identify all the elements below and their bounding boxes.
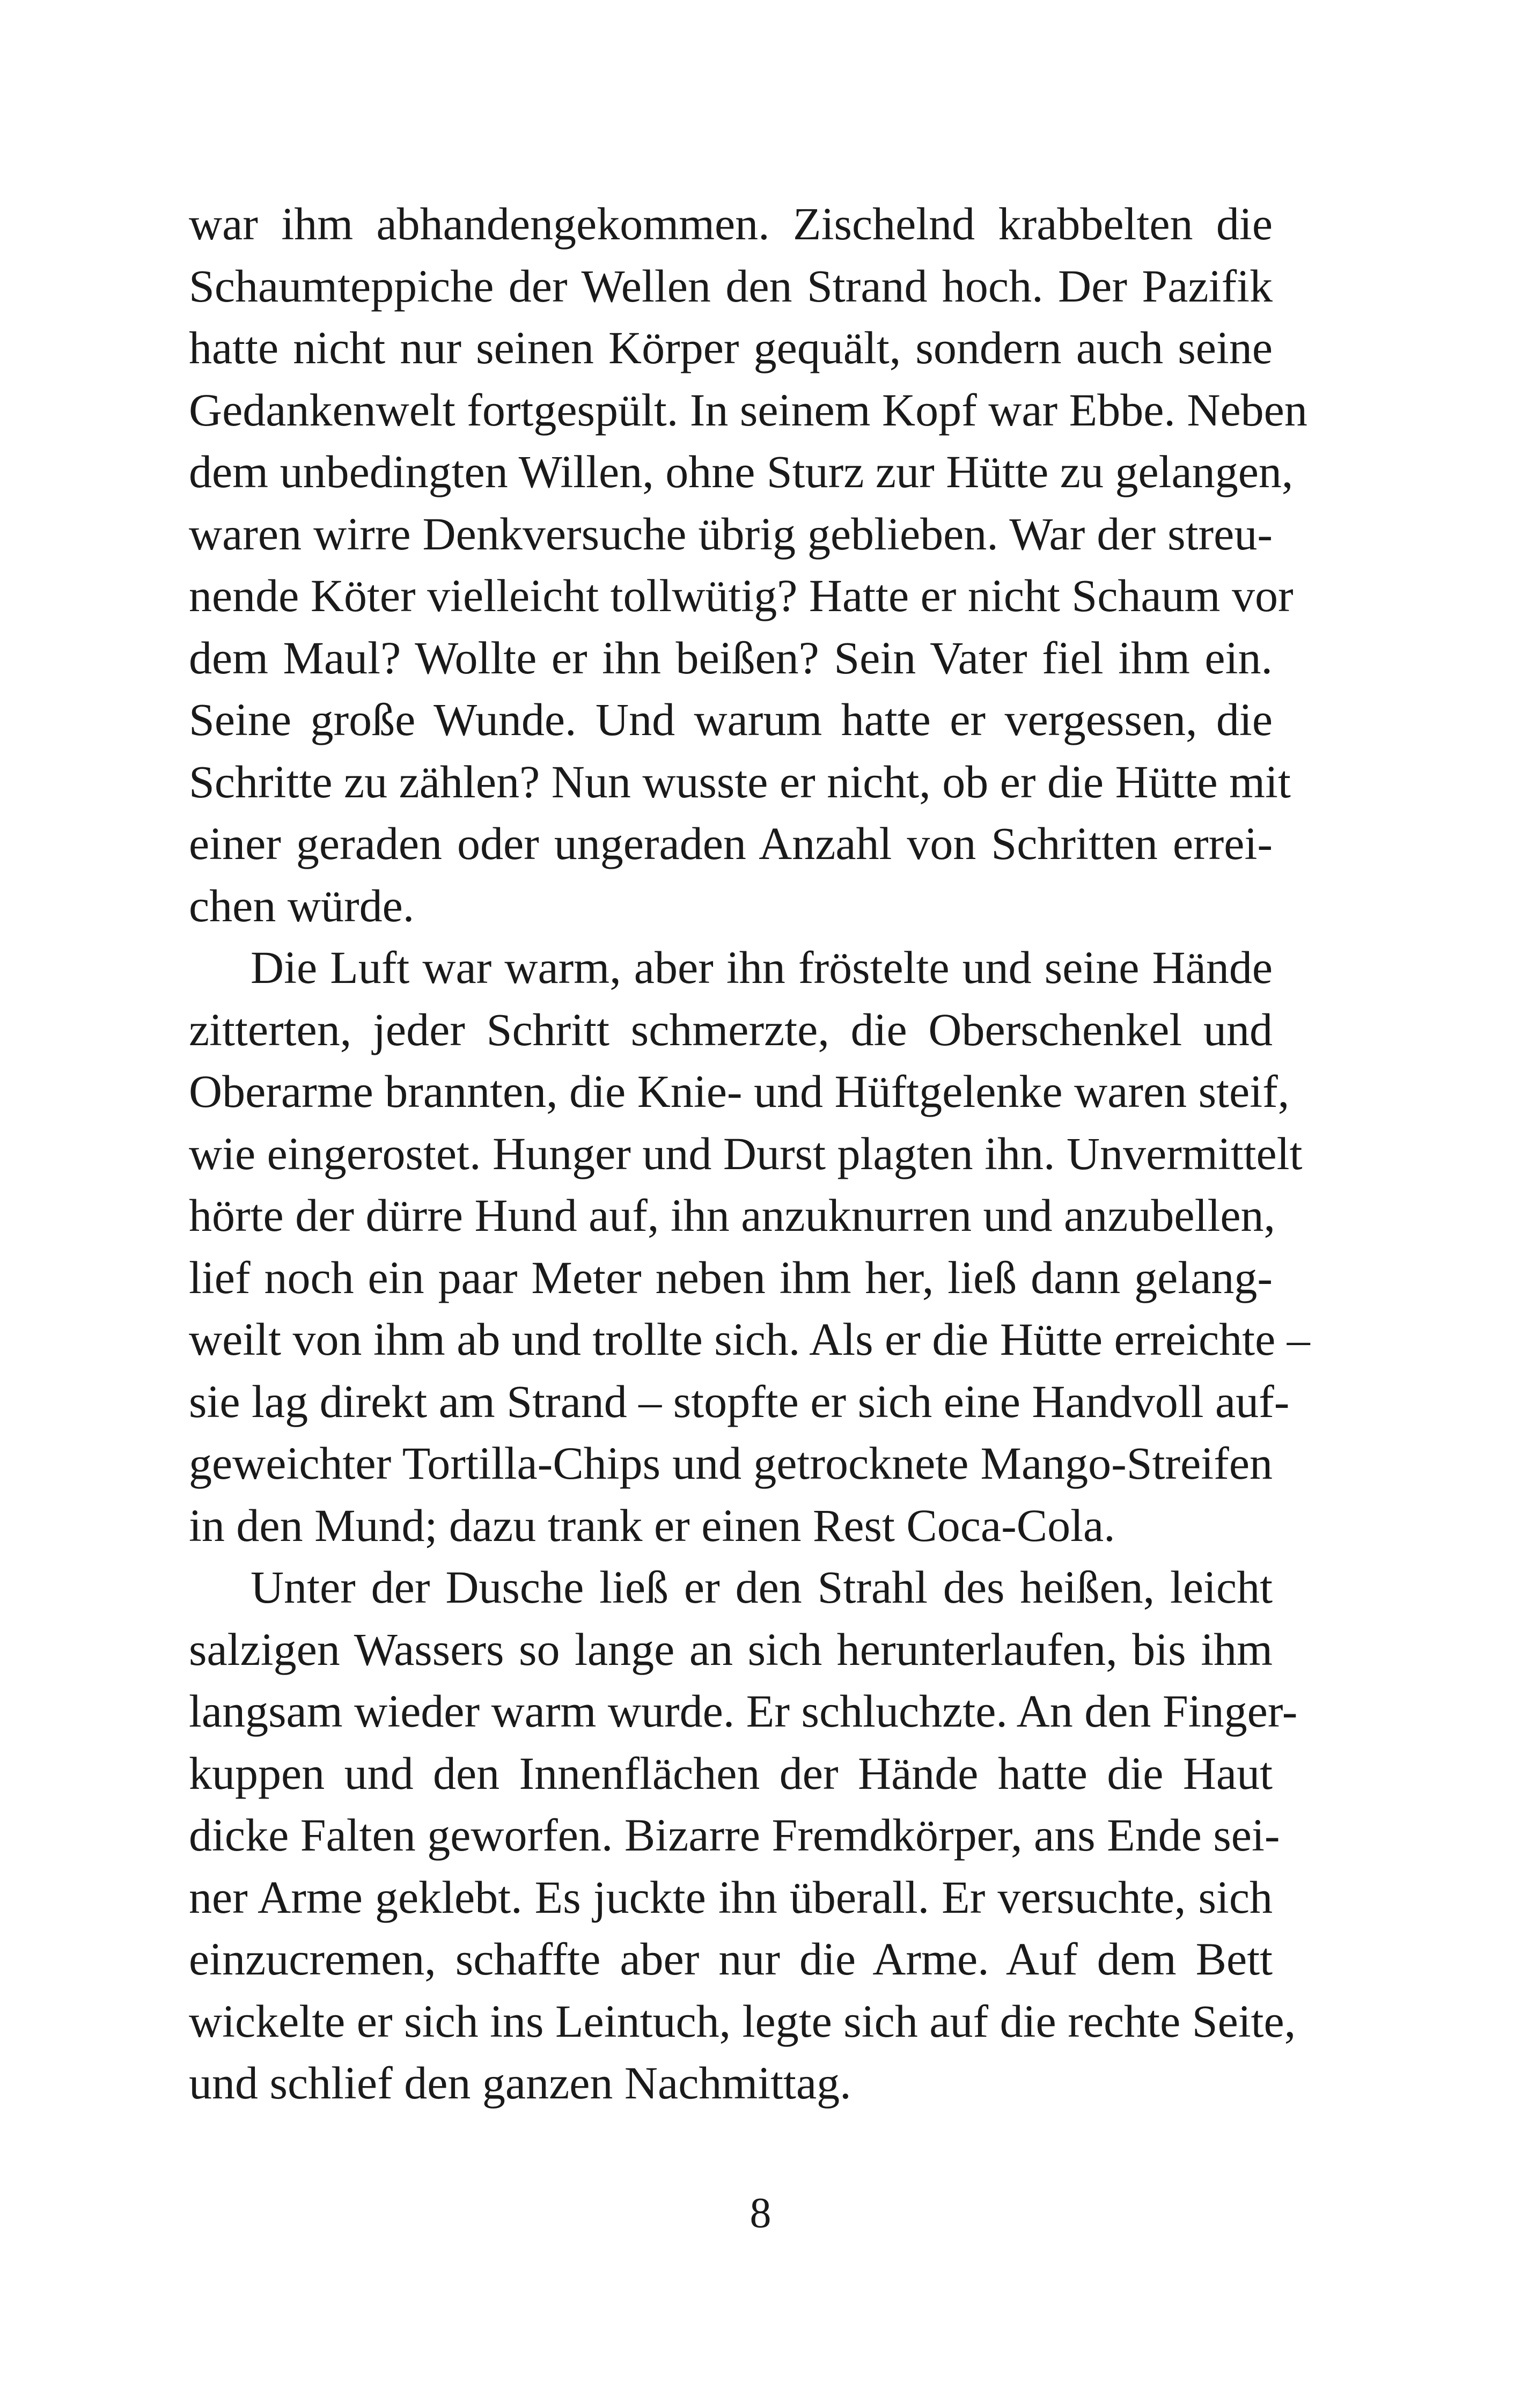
text-line: dem unbedingten Willen, ohne Sturz zur Hütte zu gelangen, [189, 446, 1294, 497]
text-line: wie eingerostet. Hunger und Durst plagten ihn. Unvermittelt [189, 1127, 1303, 1179]
text-line: Unter der Dusche ließ er den Strahl des heißen, leicht [251, 1561, 1273, 1613]
text-line: war ihm abhandengekommen. Zischelnd krabbelten die [189, 198, 1273, 249]
text-line: dicke Falten geworfen. Bizarre Fremdkörper, ans Ende sei- [189, 1809, 1280, 1861]
text-line: zitterten, jeder Schritt schmerzte, die Oberschenkel und [189, 1003, 1273, 1055]
text-line: Schritte zu zählen? Nun wusste er nicht, ob er die Hütte mit [189, 755, 1291, 807]
text-line: chen würde. [189, 879, 415, 931]
text-line: langsam wieder warm wurde. Er schluchzte. An den Finger- [189, 1685, 1298, 1737]
text-line: dem Maul? Wollte er ihn beißen? Sein Vater fiel ihm ein. [189, 632, 1273, 684]
text-line: einer geraden oder ungeraden Anzahl von Schritten errei- [189, 818, 1273, 869]
text-line: ner Arme geklebt. Es juckte ihn überall. Er versuchte, sich [189, 1871, 1273, 1923]
text-line: weilt von ihm ab und trollte sich. Als er die Hütte erreichte – [189, 1313, 1310, 1365]
text-line: einzucremen, schaffte aber nur die Arme. Auf dem Bett [189, 1933, 1273, 1985]
text-line: geweichter Tortilla-Chips und getrocknete Mango-Streifen [189, 1437, 1273, 1489]
paragraph [189, 1557, 1298, 2115]
text-line: kuppen und den Innenflächen der Hände hatte die Haut [189, 1747, 1273, 1799]
text-line: sie lag direkt am Strand – stopfte er sich eine Handvoll auf- [189, 1375, 1290, 1427]
text-line: lief noch ein paar Meter neben ihm her, ließ dann gelang- [189, 1251, 1273, 1303]
text-line: Die Luft war warm, aber ihn fröstelte und seine Hände [251, 942, 1273, 993]
text-line: und schlief den ganzen Nachmittag. [189, 2057, 851, 2109]
text-line: Oberarme brannten, die Knie- und Hüftgelenke waren steif, [189, 1066, 1290, 1117]
text-line: Seine große Wunde. Und warum hatte er vergessen, die [189, 694, 1273, 745]
text-line: in den Mund; dazu trank er einen Rest Coca-Cola. [189, 1499, 1115, 1551]
page-number: 8 [750, 2190, 771, 2237]
text-line: nende Köter vielleicht tollwütig? Hatte er nicht Schaum vor [189, 570, 1294, 621]
paragraph [189, 937, 1310, 1557]
body-text [189, 193, 1310, 2115]
text-line: hatte nicht nur seinen Körper gequält, sondern auch seine [189, 322, 1273, 373]
text-line: waren wirre Denkversuche übrig geblieben. War der streu- [189, 508, 1273, 560]
text-line: Schaumteppiche der Wellen den Strand hoch. Der Pazifik [189, 260, 1273, 312]
text-line: hörte der dürre Hund auf, ihn anzuknurren und anzubellen, [189, 1190, 1276, 1241]
text-line: wickelte er sich ins Leintuch, legte sich auf die rechte Seite, [189, 1995, 1296, 2047]
text-line: Gedankenwelt fortgespült. In seinem Kopf war Ebbe. Neben [189, 384, 1307, 436]
text-line: salzigen Wassers so lange an sich herunterlaufen, bis ihm [189, 1623, 1273, 1675]
paragraph [189, 193, 1307, 937]
